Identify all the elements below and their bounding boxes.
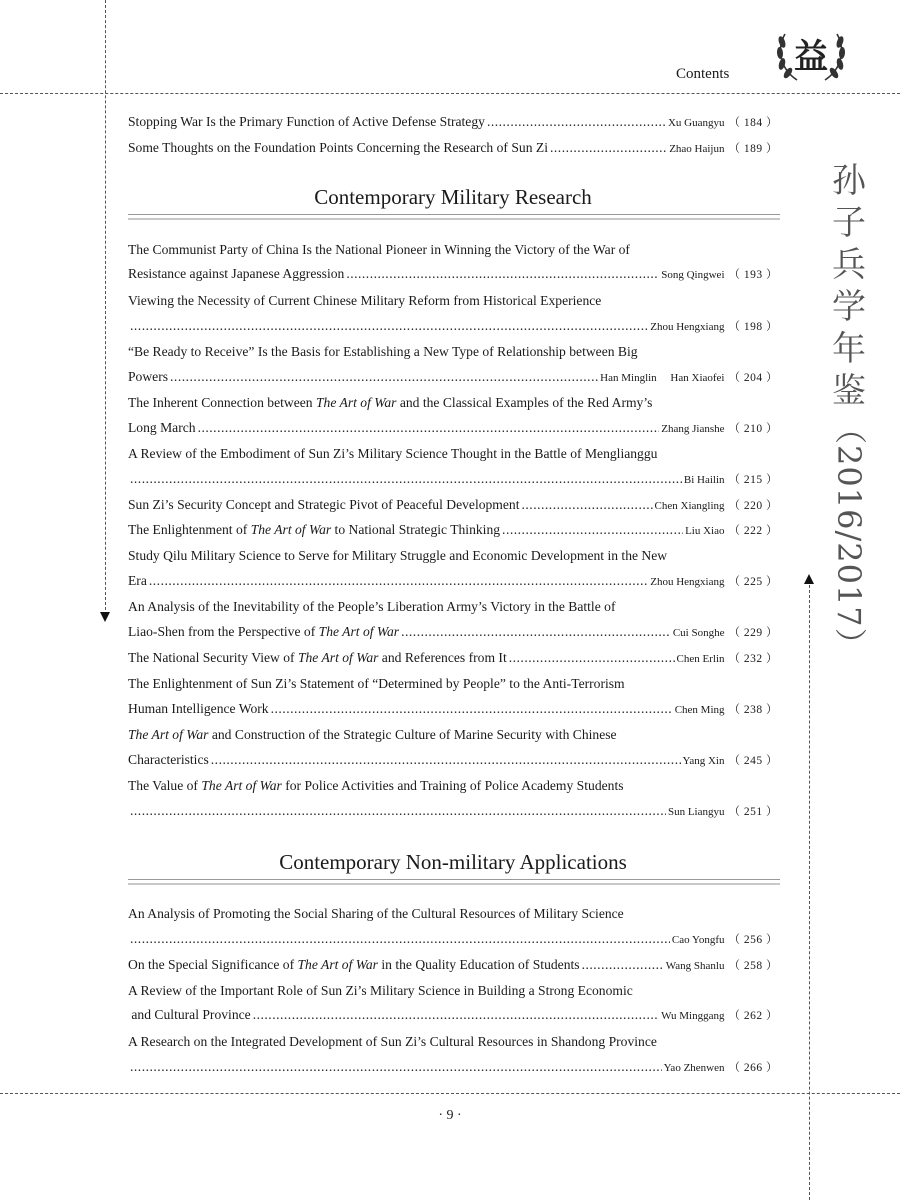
entry-line1: An Analysis of Promoting the Social Sharing of the Cultural Resources of Military Science xyxy=(128,906,624,921)
footer-dashed-rule xyxy=(0,1093,900,1094)
toc-entry[interactable] xyxy=(128,1005,778,1025)
entry-page: （ 184 ） xyxy=(728,117,778,129)
entry-author: Zhang Jianshe xyxy=(661,423,725,435)
entry-line1: A Research on the Integrated Development of Sun Zi’s Cultural Resources in Shandong Province xyxy=(128,1034,657,1049)
dot-leader xyxy=(149,571,648,591)
entry-line1: An Analysis of the Inevitability of the People’s Liberation Army’s Victory in the Battle of xyxy=(128,599,616,614)
header-dashed-rule xyxy=(0,93,900,94)
entry-page: （ 204 ） xyxy=(728,372,778,384)
entry-line1: A Review of the Important Role of Sun Zi’s Military Science in Building a Strong Economic xyxy=(128,983,633,998)
section-title-military-research: Contemporary Military Research xyxy=(314,185,592,209)
entry-author: Yang Xin xyxy=(682,755,725,767)
side-title-char: 学 xyxy=(832,287,866,327)
entry-page: （ 225 ） xyxy=(728,576,778,588)
dot-leader xyxy=(509,648,675,668)
emblem-glyph: 益 xyxy=(794,37,828,77)
entry-page: （ 189 ） xyxy=(728,143,778,155)
entry-line1: The Enlightenment of Sun Zi’s Statement of “Determined by People” to the Anti-Terrorism xyxy=(128,676,625,691)
entry-author: Xu Guangyu xyxy=(667,117,725,129)
entry-title: On the Special Significance of The Art of War in the Quality Education of Students xyxy=(128,957,580,972)
side-title-year: （2016/2017） xyxy=(830,412,868,661)
dot-leader xyxy=(346,264,659,284)
toc-entry[interactable] xyxy=(128,571,778,591)
entry-title: Era xyxy=(128,573,147,588)
entry-title: Some Thoughts on the Foundation Points Concerning the Research of Sun Zi xyxy=(128,140,548,155)
entry-title: The Enlightenment of The Art of War to National Strategic Thinking xyxy=(128,522,501,537)
toc-entry[interactable] xyxy=(128,112,778,132)
entry-page: （ 245 ） xyxy=(728,755,778,767)
entry-author: Song Qingwei xyxy=(661,269,725,281)
entry-line1: The Inherent Connection between The Art of War and the Classical Examples of the Red Army’s xyxy=(128,395,653,410)
side-title-char: 兵 xyxy=(832,245,866,285)
entry-line1: Viewing the Necessity of Current Chinese Military Reform from Historical Experience xyxy=(128,293,602,308)
entry-title: Long March xyxy=(128,420,196,435)
entry-page: （ 193 ） xyxy=(728,269,778,281)
entry-page: （ 238 ） xyxy=(728,704,778,716)
toc-entry[interactable] xyxy=(128,955,778,975)
side-title-char: 年 xyxy=(832,329,866,369)
emblem-logo xyxy=(773,20,849,88)
dot-leader xyxy=(130,1057,662,1077)
toc-entry[interactable] xyxy=(128,418,778,438)
section-rule xyxy=(128,879,780,885)
entry-page: （ 215 ） xyxy=(728,474,778,486)
dot-leader xyxy=(487,112,666,132)
toc-entry[interactable] xyxy=(128,648,778,668)
section-rule xyxy=(128,214,780,220)
side-title-char: 子 xyxy=(832,203,866,243)
entry-page: （ 222 ） xyxy=(728,525,778,537)
dot-leader xyxy=(522,495,653,515)
entry-page: （ 256 ） xyxy=(728,934,778,946)
entry-author: Yao Zhenwen xyxy=(663,1062,725,1074)
entry-page: （ 232 ） xyxy=(728,653,778,665)
section-title-non-military: Contemporary Non-military Applications xyxy=(279,850,627,874)
entry-author: Chen Erlin xyxy=(676,653,725,665)
dot-leader xyxy=(271,699,673,719)
toc-entry[interactable] xyxy=(128,750,778,770)
entry-author: Bi Hailin xyxy=(683,474,725,486)
entry-author: Zhou Hengxiang xyxy=(650,321,725,333)
toc-entry[interactable] xyxy=(128,316,778,336)
running-header: Contents xyxy=(676,66,730,82)
entry-page: （ 198 ） xyxy=(728,321,778,333)
entry-page: （ 210 ） xyxy=(728,423,778,435)
entry-page: （ 251 ） xyxy=(728,806,778,818)
entry-title: Resistance against Japanese Aggression xyxy=(128,266,345,281)
toc-entry[interactable] xyxy=(128,495,778,515)
entry-author: Zhou Hengxiang xyxy=(650,576,725,588)
dot-leader xyxy=(130,316,648,336)
entry-author: Han Minglin Han Xiaofei xyxy=(600,372,725,384)
toc-entry[interactable] xyxy=(128,929,778,949)
dot-leader xyxy=(502,520,683,540)
entry-page: （ 262 ） xyxy=(728,1010,778,1022)
entry-line1: The Value of The Art of War for Police Activities and Training of Police Academy Students xyxy=(128,778,624,793)
dot-leader xyxy=(582,955,664,975)
entry-line1: “Be Ready to Receive” Is the Basis for Establishing a New Type of Relationship between Big xyxy=(128,344,638,359)
entry-author: Sun Liangyu xyxy=(667,806,725,818)
toc-entry[interactable] xyxy=(128,367,778,387)
entry-author: Chen Xiangling xyxy=(654,500,725,512)
side-book-title xyxy=(826,160,872,661)
entry-page: （ 258 ） xyxy=(728,960,778,972)
entry-title: Powers xyxy=(128,369,169,384)
entry-title: The National Security View of The Art of War and References from It xyxy=(128,650,507,665)
dot-leader xyxy=(130,801,666,821)
entry-author: Wu Minggang xyxy=(661,1010,725,1022)
dot-leader xyxy=(130,929,670,949)
toc-entry[interactable] xyxy=(128,699,778,719)
dot-leader xyxy=(170,367,598,387)
entry-title: Characteristics xyxy=(128,752,209,767)
entry-author: Liu Xiao xyxy=(685,525,725,537)
dot-leader xyxy=(198,418,660,438)
page-number: · 9 · xyxy=(438,1108,462,1123)
entry-line1: A Review of the Embodiment of Sun Zi’s Military Science Thought in the Battle of Menglianggu xyxy=(128,446,658,461)
dot-leader xyxy=(550,138,667,158)
toc-entry[interactable] xyxy=(128,264,778,284)
toc-entry[interactable] xyxy=(128,622,778,642)
down-arrow-icon xyxy=(100,612,110,622)
entry-title: Stopping War Is the Primary Function of Active Defense Strategy xyxy=(128,114,485,129)
side-title-char: 鉴 xyxy=(832,371,866,411)
toc-entry[interactable] xyxy=(128,138,778,158)
entry-page: （ 266 ） xyxy=(728,1062,778,1074)
toc-entry[interactable] xyxy=(128,801,778,821)
entry-author: Wang Shanlu xyxy=(665,960,725,972)
entry-author: Chen Ming xyxy=(674,704,725,716)
dot-leader xyxy=(253,1005,659,1025)
left-dashed-guide xyxy=(105,0,106,610)
up-arrow-icon xyxy=(804,574,814,584)
dot-leader xyxy=(211,750,681,770)
entry-line1: The Art of War and Construction of the Strategic Culture of Marine Security with Chinese xyxy=(128,727,617,742)
entry-title: Liao-Shen from the Perspective of The Art of War xyxy=(128,624,400,639)
toc-entry[interactable] xyxy=(128,1057,778,1077)
entry-page: （ 229 ） xyxy=(728,627,778,639)
entry-author: Cui Songhe xyxy=(672,627,725,639)
dot-leader xyxy=(130,469,682,489)
entry-title: Sun Zi’s Security Concept and Strategic Pivot of Peaceful Development xyxy=(128,497,520,512)
side-title-char: 孙 xyxy=(832,161,866,201)
entry-author: Cao Yongfu xyxy=(671,934,725,946)
entry-line1: The Communist Party of China Is the National Pioneer in Winning the Victory of the War of xyxy=(128,242,630,257)
entry-author: Zhao Haijun xyxy=(669,143,725,155)
entry-title: Human Intelligence Work xyxy=(128,701,269,716)
toc-entry[interactable] xyxy=(128,520,778,540)
entry-page: （ 220 ） xyxy=(728,500,778,512)
entry-line1: Study Qilu Military Science to Serve for Military Struggle and Economic Development in the New xyxy=(128,548,668,563)
entry-title: and Cultural Province xyxy=(128,1007,251,1022)
dot-leader xyxy=(401,622,671,642)
toc-entry[interactable] xyxy=(128,469,778,489)
